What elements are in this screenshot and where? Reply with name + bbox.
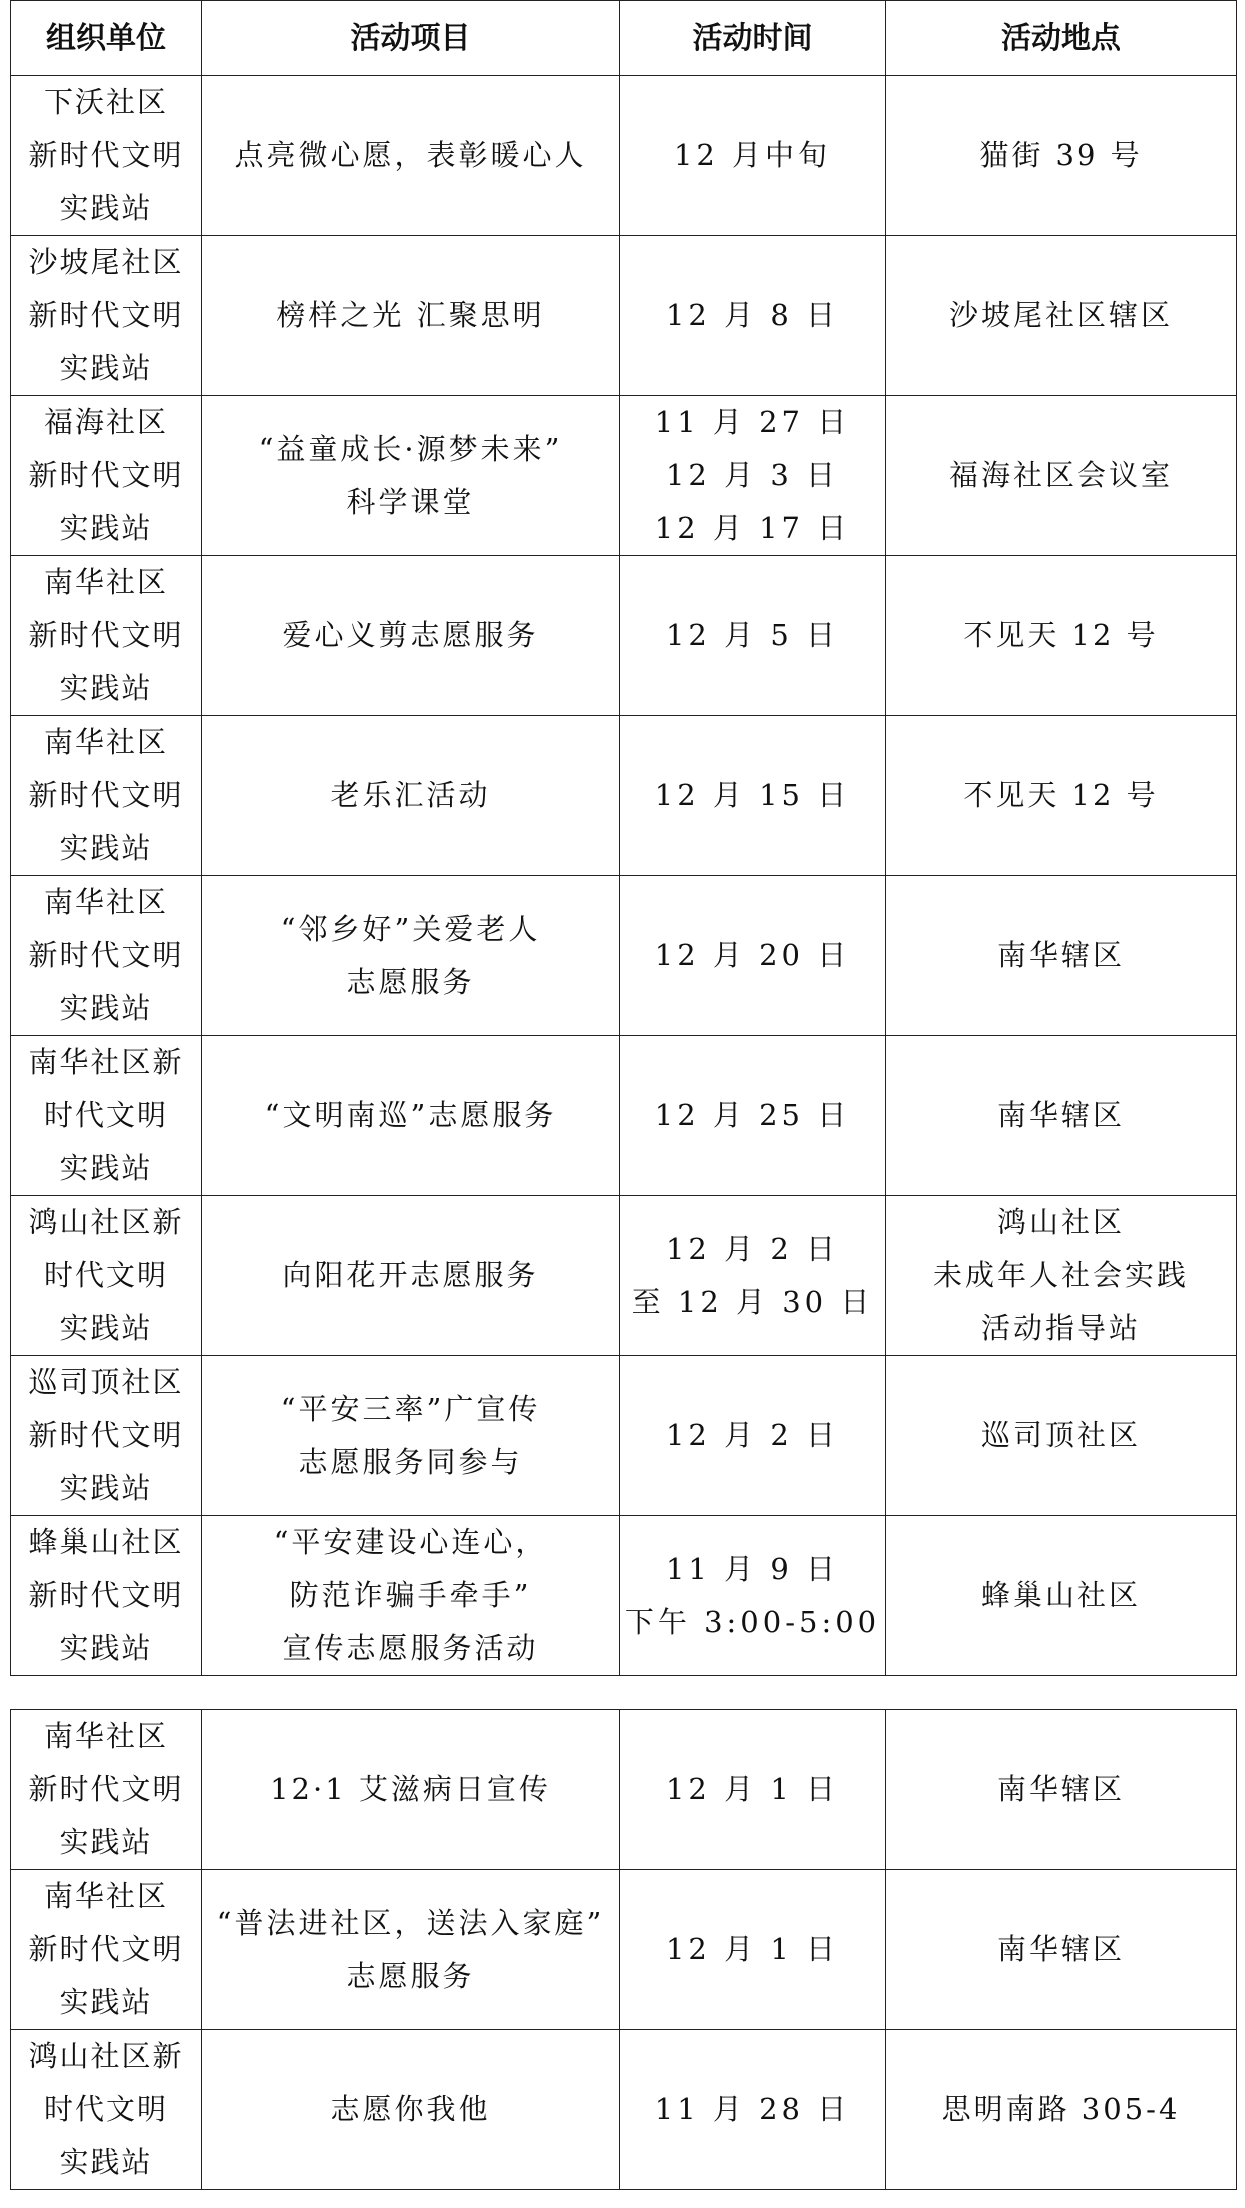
org-cell: 巡司顶社区 新时代文明 实践站 [11, 1356, 202, 1516]
activity-table [10, 0, 1237, 1676]
activity-table-continued [10, 1709, 1237, 2190]
time-cell: 11 月 27 日 12 月 3 日 12 月 17 日 [620, 396, 886, 556]
time-cell: 12 月 8 日 [620, 236, 886, 396]
project-cell: “普法进社区，送法入家庭” 志愿服务 [202, 1870, 620, 2030]
time-cell: 12 月 20 日 [620, 876, 886, 1036]
table-row [11, 556, 1237, 716]
time-cell: 12 月 5 日 [620, 556, 886, 716]
place-cell: 巡司顶社区 [886, 1356, 1237, 1516]
table-row [11, 1356, 1237, 1516]
place-cell: 福海社区会议室 [886, 396, 1237, 556]
project-cell: 点亮微心愿，表彰暖心人 [202, 76, 620, 236]
header-place: 活动地点 [886, 1, 1237, 76]
project-cell: 爱心义剪志愿服务 [202, 556, 620, 716]
project-cell: “益童成长·源梦未来” 科学课堂 [202, 396, 620, 556]
table-row [11, 1870, 1237, 2030]
table-row [11, 716, 1237, 876]
project-cell: “平安建设心连心， 防范诈骗手牵手” 宣传志愿服务活动 [202, 1516, 620, 1676]
project-cell: “文明南巡”志愿服务 [202, 1036, 620, 1196]
place-cell: 南华辖区 [886, 1036, 1237, 1196]
place-cell: 南华辖区 [886, 876, 1237, 1036]
project-cell: 12·1 艾滋病日宣传 [202, 1710, 620, 1870]
place-cell: 不见天 12 号 [886, 556, 1237, 716]
place-cell: 蜂巢山社区 [886, 1516, 1237, 1676]
project-cell: 老乐汇活动 [202, 716, 620, 876]
table-row [11, 236, 1237, 396]
table-row [11, 1196, 1237, 1356]
header-project: 活动项目 [202, 1, 620, 76]
place-cell: 不见天 12 号 [886, 716, 1237, 876]
time-cell: 12 月 1 日 [620, 1870, 886, 2030]
org-cell: 福海社区 新时代文明 实践站 [11, 396, 202, 556]
place-cell: 鸿山社区 未成年人社会实践 活动指导站 [886, 1196, 1237, 1356]
org-cell: 南华社区 新时代文明 实践站 [11, 876, 202, 1036]
place-cell: 南华辖区 [886, 1710, 1237, 1870]
header-org: 组织单位 [11, 1, 202, 76]
time-cell: 12 月中旬 [620, 76, 886, 236]
org-cell: 蜂巢山社区 新时代文明 实践站 [11, 1516, 202, 1676]
table-row [11, 396, 1237, 556]
project-cell: “平安三率”广宣传 志愿服务同参与 [202, 1356, 620, 1516]
time-cell: 11 月 28 日 [620, 2030, 886, 2190]
table-row [11, 1710, 1237, 1870]
header-time: 活动时间 [620, 1, 886, 76]
org-cell: 沙坡尾社区 新时代文明 实践站 [11, 236, 202, 396]
org-cell: 南华社区 新时代文明 实践站 [11, 1710, 202, 1870]
project-cell: 榜样之光 汇聚思明 [202, 236, 620, 396]
org-cell: 鸿山社区新 时代文明 实践站 [11, 2030, 202, 2190]
project-cell: 向阳花开志愿服务 [202, 1196, 620, 1356]
time-cell: 12 月 2 日 [620, 1356, 886, 1516]
place-cell: 猫街 39 号 [886, 76, 1237, 236]
project-cell: “邻乡好”关爱老人 志愿服务 [202, 876, 620, 1036]
table-row [11, 2030, 1237, 2190]
table-header-row [11, 1, 1237, 76]
time-cell: 12 月 25 日 [620, 1036, 886, 1196]
table-row [11, 1516, 1237, 1676]
project-cell: 志愿你我他 [202, 2030, 620, 2190]
time-cell: 12 月 1 日 [620, 1710, 886, 1870]
org-cell: 南华社区 新时代文明 实践站 [11, 1870, 202, 2030]
table-row [11, 76, 1237, 236]
org-cell: 南华社区新 时代文明 实践站 [11, 1036, 202, 1196]
place-cell: 沙坡尾社区辖区 [886, 236, 1237, 396]
org-cell: 下沃社区 新时代文明 实践站 [11, 76, 202, 236]
time-cell: 11 月 9 日 下午 3:00-5:00 [620, 1516, 886, 1676]
time-cell: 12 月 2 日 至 12 月 30 日 [620, 1196, 886, 1356]
table-row [11, 1036, 1237, 1196]
place-cell: 南华辖区 [886, 1870, 1237, 2030]
org-cell: 南华社区 新时代文明 实践站 [11, 556, 202, 716]
time-cell: 12 月 15 日 [620, 716, 886, 876]
org-cell: 南华社区 新时代文明 实践站 [11, 716, 202, 876]
table-row [11, 876, 1237, 1036]
org-cell: 鸿山社区新 时代文明 实践站 [11, 1196, 202, 1356]
place-cell: 思明南路 305-4 [886, 2030, 1237, 2190]
